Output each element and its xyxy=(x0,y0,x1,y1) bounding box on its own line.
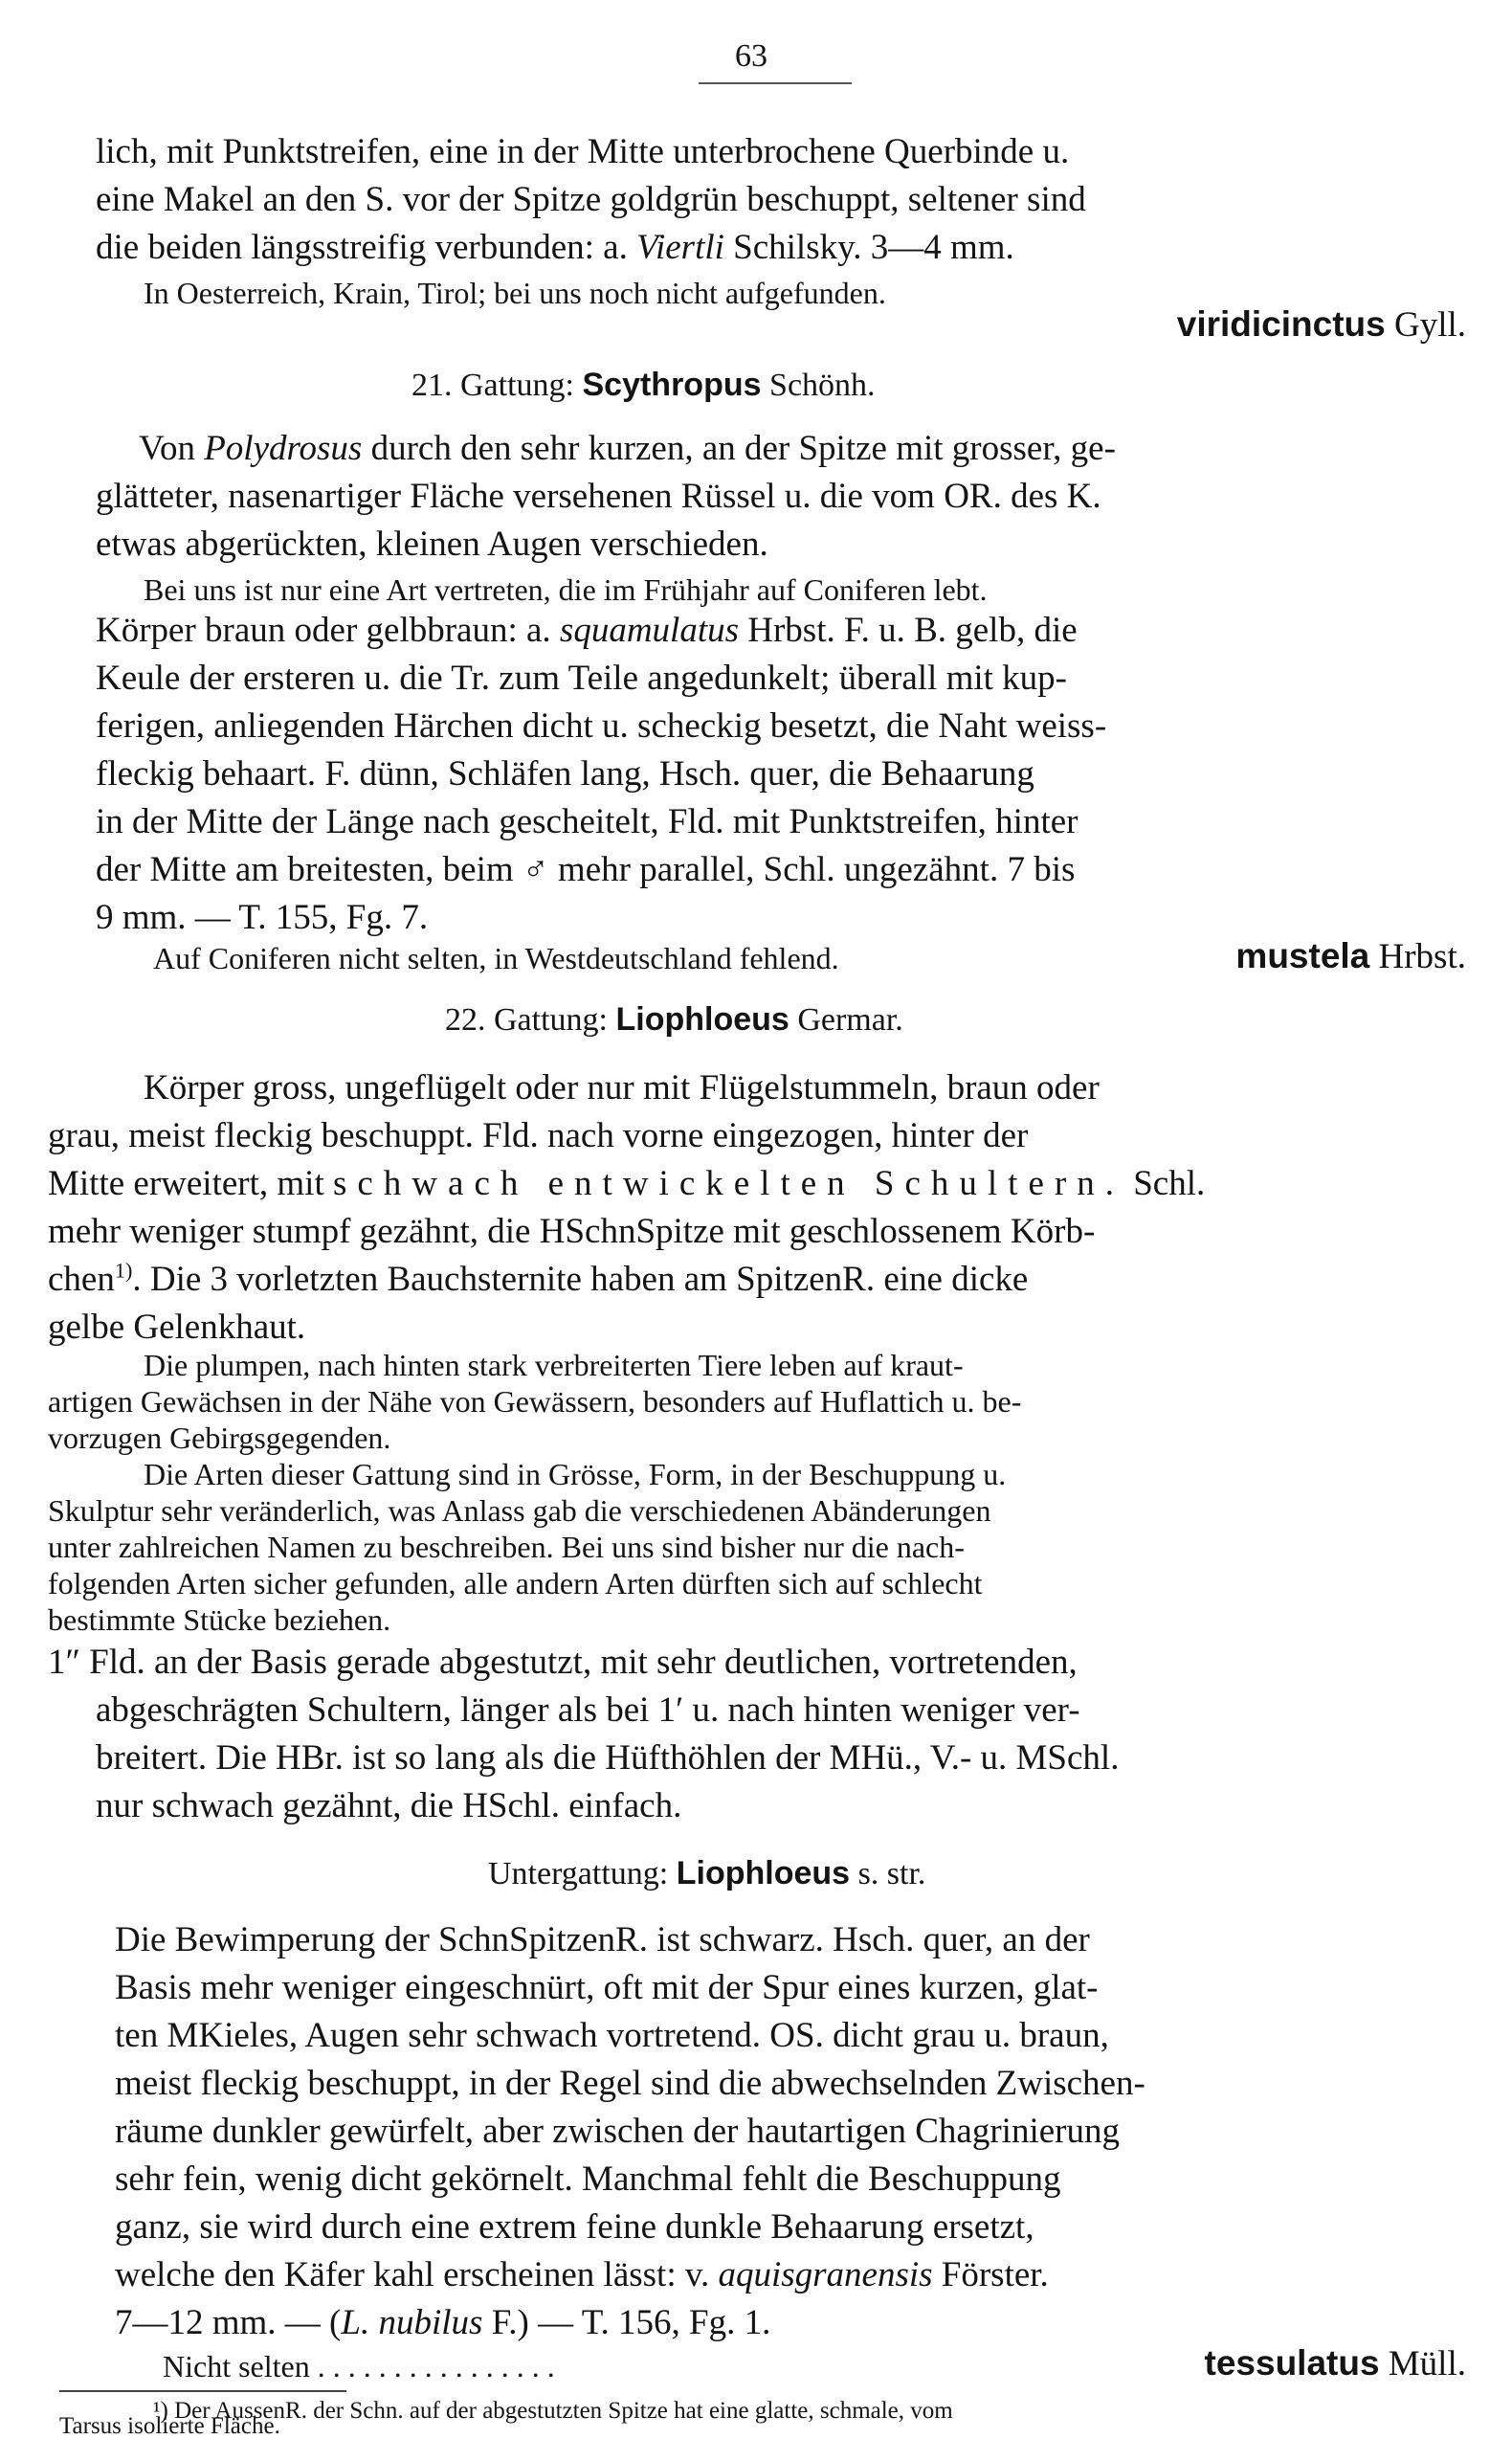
key-couplet-line: breitert. Die HBr. ist so lang als die Hüfthöhlen der MHü., V.- u. MSchl. xyxy=(96,1738,1120,1778)
text-line: gelbe Gelenkhaut. xyxy=(48,1308,306,1347)
text-line: grau, meist fleckig beschuppt. Fld. nach vorne eingezogen, hinter der xyxy=(48,1116,1029,1155)
text-line: glätteter, nasenartiger Fläche versehenen Rüssel u. die vom OR. des K. xyxy=(96,477,1101,516)
text-line: ferigen, anliegenden Härchen dicht u. scheckig besetzt, die Naht weiss- xyxy=(96,706,1107,746)
species-name-mustela: mustela Hrbst. xyxy=(1235,936,1466,976)
text-line: vorzugen Gebirgsgegenden. xyxy=(48,1421,391,1455)
male-symbol: ♂ xyxy=(522,850,549,889)
text-line: folgenden Arten sicher gefunden, alle andern Arten dürften sich auf schlecht xyxy=(48,1566,983,1600)
text-line: Basis mehr weniger eingeschnürt, oft mit der Spur eines kurzen, glat- xyxy=(115,1968,1099,2007)
text-line: räume dunkler gewürfelt, aber zwischen der hautartigen Chagrinierung xyxy=(115,2112,1120,2151)
text-line: Nicht selten . . . . . . . . . . . . . . . . xyxy=(163,2349,555,2383)
text-line: ten MKieles, Augen sehr schwach vortretend. OS. dicht grau u. braun, xyxy=(115,2016,1109,2055)
text-line: in der Mitte der Länge nach gescheitelt, Fld. mit Punktstreifen, hinter xyxy=(96,802,1078,841)
header-rule xyxy=(699,82,852,84)
text-line: sehr fein, wenig dicht gekörnelt. Manchmal fehlt die Beschuppung xyxy=(115,2159,1061,2199)
text-line: Körper braun oder gelbbraun: a. squamulatus Hrbst. F. u. B. gelb, die xyxy=(96,611,1078,650)
text-line: welche den Käfer kahl erscheinen lässt: v. aquisgranensis Förster. xyxy=(115,2255,1049,2294)
text-line: bestimmte Stücke beziehen. xyxy=(48,1602,391,1637)
species-name-viridicinctus: viridicinctus Gyll. xyxy=(1176,304,1466,345)
text-line: Bei uns ist nur eine Art vertreten, die im Frühjahr auf Coniferen lebt. xyxy=(144,572,988,607)
text-line: Von Polydrosus durch den sehr kurzen, an der Spitze mit grosser, ge- xyxy=(139,429,1116,468)
text-line: Die Bewimperung der SchnSpitzenR. ist schwarz. Hsch. quer, an der xyxy=(115,1920,1090,1959)
key-couplet-line: 1″ Fld. an der Basis gerade abgestutzt, mit sehr deutlichen, vortretenden, xyxy=(48,1643,1078,1682)
genus-heading-scythropus: 21. Gattung: Scythropus Schönh. xyxy=(411,367,876,403)
text-line: eine Makel an den S. vor der Spitze goldgrün beschuppt, seltener sind xyxy=(96,180,1086,219)
text-line: meist fleckig beschuppt, in der Regel sind die abwechselnden Zwischen- xyxy=(115,2064,1145,2103)
text-line: 7—12 mm. — (L. nubilus F.) — T. 156, Fg. 1. xyxy=(115,2303,771,2342)
locality-line: In Oesterreich, Krain, Tirol; bei uns noch nicht aufgefunden. xyxy=(144,276,886,310)
text-line: Keule der ersteren u. die Tr. zum Teile angedunkelt; überall mit kup- xyxy=(96,659,1067,698)
text-line: unter zahlreichen Namen zu beschreiben. Bei uns sind bisher nur die nach- xyxy=(48,1530,965,1564)
footnote-marker: 1) xyxy=(114,1258,133,1283)
genus-heading-liophloeus: 22. Gattung: Liophloeus Germar. xyxy=(445,1001,903,1038)
species-name-tessulatus: tessulatus Müll. xyxy=(1204,2343,1466,2383)
text-line: Die plumpen, nach hinten stark verbreiterten Tiere leben auf kraut- xyxy=(144,1348,964,1382)
text-line: der Mitte am breitesten, beim ♂ mehr parallel, Schl. ungezähnt. 7 bis xyxy=(96,850,1076,889)
text-line: 9 mm. — T. 155, Fg. 7. xyxy=(96,898,429,937)
text-line: Die Arten dieser Gattung sind in Grösse, Form, in der Beschuppung u. xyxy=(144,1457,1007,1491)
text-line: chen$^{1)}$. Die 3 vorletzten Bauchsternite haben am SpitzenR. eine dicke xyxy=(48,1258,1029,1299)
text-line: Auf Coniferen nicht selten, in Westdeutschland fehlend. xyxy=(153,941,839,975)
text-line: mehr weniger stumpf gezähnt, die HSchnSpitze mit geschlossenem Körb- xyxy=(48,1212,1096,1251)
text-line: Körper gross, ungeflügelt oder nur mit Flügelstummeln, braun oder xyxy=(144,1068,1100,1108)
text-line: artigen Gewächsen in der Nähe von Gewässern, besonders auf Huflattich u. be- xyxy=(48,1384,1022,1419)
subgenus-heading: Untergattung: Liophloeus s. str. xyxy=(488,1855,926,1891)
footnote-line: Tarsus isolierte Fläche. xyxy=(59,2413,280,2439)
text-line: etwas abgerückten, kleinen Augen verschieden. xyxy=(96,525,768,564)
text-line: Skulptur sehr veränderlich, was Anlass gab die verschiedenen Abänderungen xyxy=(48,1493,991,1528)
text-line: ganz, sie wird durch eine extrem feine dunkle Behaarung ersetzt, xyxy=(115,2207,1034,2247)
text-line: Mitte erweitert, mit schwach entwickelten Schultern. Schl. xyxy=(48,1164,1206,1203)
footnote-rule xyxy=(59,2390,346,2392)
key-couplet-line: nur schwach gezähnt, die HSchl. einfach. xyxy=(96,1786,682,1825)
footnote-line: ¹) Der AussenR. der Schn. auf der abgestutzten Spitze hat eine glatte, schmale, vom xyxy=(153,2398,953,2424)
text-line: fleckig behaart. F. dünn, Schläfen lang, Hsch. quer, die Behaarung xyxy=(96,754,1034,794)
text-line: die beiden längsstreifig verbunden: a. Viertli Schilsky. 3—4 mm. xyxy=(96,228,1014,267)
page-number: 63 xyxy=(735,38,767,74)
key-couplet-line: abgeschrägten Schultern, länger als bei 1′ u. nach hinten weniger ver- xyxy=(96,1690,1080,1730)
text-line: lich, mit Punktstreifen, eine in der Mitte unterbrochene Querbinde u. xyxy=(96,132,1070,171)
